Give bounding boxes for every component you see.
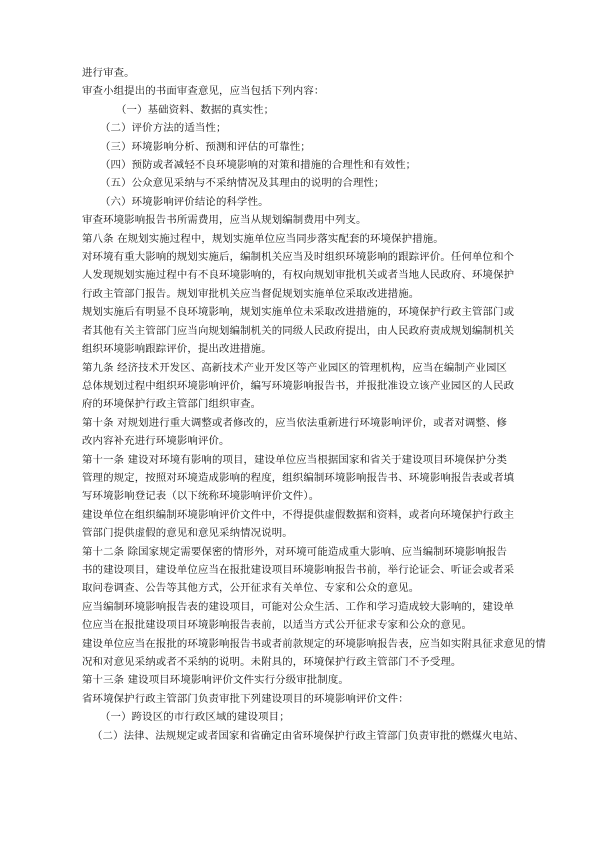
text-line: 建设单位在组织编制环境影响评价文件中，不得提供虚假数据和资料，或者向环境保护行政主 [82, 508, 515, 521]
text-line: 行政主管部门报告。规划审批机关应当督促规划实施单位采取改进措施。 [82, 287, 420, 300]
article-heading-line: 第八条 在规划实施过程中，规划实施单位应当同步落实配套的环境保护措施。 [82, 232, 444, 245]
list-item: （六）环境影响评价结论的科学性。 [100, 195, 269, 208]
list-item: （四）预防或者减轻不良环境影响的对策和措施的合理性和有效性； [100, 159, 417, 172]
text-line: 规划实施后有明显不良环境影响，规划实施单位未采取改进措施的，环境保护行政主管部门或 [82, 306, 515, 319]
text-line: 应当编制环境影响报告表的建设项目，可能对公众生活、工作和学习造成较大影响的，建设单 [82, 600, 515, 613]
text-line: 审查环境影响报告书所需费用，应当从规划编制费用中列支。 [82, 214, 367, 227]
text-line: 对环境有重大影响的规划实施后，编制机关应当及时组织环境影响的跟踪评价。任何单位和个 [82, 251, 515, 264]
text-line: 写环境影响登记表（以下统称环境影响评价文件）。 [82, 490, 320, 503]
text-line: 取问卷调查、公告等其他方式，公开征求有关单位、专家和公众的意见。 [82, 582, 420, 595]
text-line: 府的环境保护行政主管部门组织审查。 [82, 398, 262, 411]
article-heading-line: 第九条 经济技术开发区、高新技术产业开发区等产业园区的管理机构，应当在编制产业园区 [82, 361, 508, 374]
article-heading-line: 第十二条 除国家规定需要保密的情形外，对环境可能造成重大影响、应当编制环境影响报告 [82, 545, 508, 558]
text-line: 进行审查。 [82, 67, 135, 79]
text-line: 人发现规划实施过程中有不良环境影响的，有权向规划审批机关或者当地人民政府、环境保护 [82, 269, 515, 282]
text-line: 况和对意见采纳或者不采纳的说明。未附具的，环境保护行政主管部门不予受理。 [82, 656, 462, 668]
text-line: 管部门提供虚假的意见和意见采纳情况说明。 [82, 527, 293, 540]
text-line: 书的建设项目，建设单位应当在报批建设项目环境影响报告书前，举行论证会、听证会或者采 [82, 563, 515, 576]
text-line: 省环境保护行政主管部门负责审批下列建设项目的环境影响评价文件： [82, 692, 409, 705]
text-line: 管理的规定，按照对环境造成影响的程度，组织编制环境影响报告书、环境影响报告表或者填 [82, 471, 515, 484]
text-line: 改内容补充进行环境影响评价。 [82, 435, 230, 448]
list-item: （一）跨设区的市行政区域的建设项目； [100, 711, 290, 724]
list-item: （二）法律、法规规定或者国家和省确定由省环境保护行政主管部门负责审批的燃煤火电站、 [92, 729, 525, 742]
text-line: 总体规划过程中组织环境影响评价，编写环境影响报告书，并报批准设立该产业园区的人民政 [82, 379, 515, 392]
article-heading-line: 第十条 对规划进行重大调整或者修改的，应当依法重新进行环境影响评价，或者对调整、修 [82, 416, 508, 429]
list-item: （二）评价方法的适当性； [100, 122, 227, 135]
text-line: 组织环境影响跟踪评价，提出改进措施。 [82, 343, 272, 356]
article-heading-line: 第十三条 建设项目环境影响评价文件实行分级审批制度。 [82, 674, 349, 687]
list-item: （三）环境影响分析、预测和评估的可靠性； [100, 140, 311, 153]
text-line: 建设单位应当在报批的环境影响报告书或者前款规定的环境影响报告表，应当如实附具征求意见的情 [82, 637, 546, 650]
text-line: 审查小组提出的书面审查意见，应当包括下列内容： [82, 85, 325, 98]
list-item: （五）公众意见采纳与不采纳情况及其理由的说明的合理性； [100, 177, 385, 190]
article-heading-line: 第十一条 建设对环境有影响的项目，建设单位应当根据国家和省关于建设项目环境保护分类 [82, 453, 508, 466]
list-item: （一）基础资料、数据的真实性； [116, 103, 275, 116]
text-line: 者其他有关主管部门应当向规划编制机关的同级人民政府提出，由人民政府责成规划编制机关 [82, 324, 515, 337]
text-line: 位应当在报批建设项目环境影响报告表前，以适当方式公开征求专家和公众的意见。 [82, 619, 472, 632]
